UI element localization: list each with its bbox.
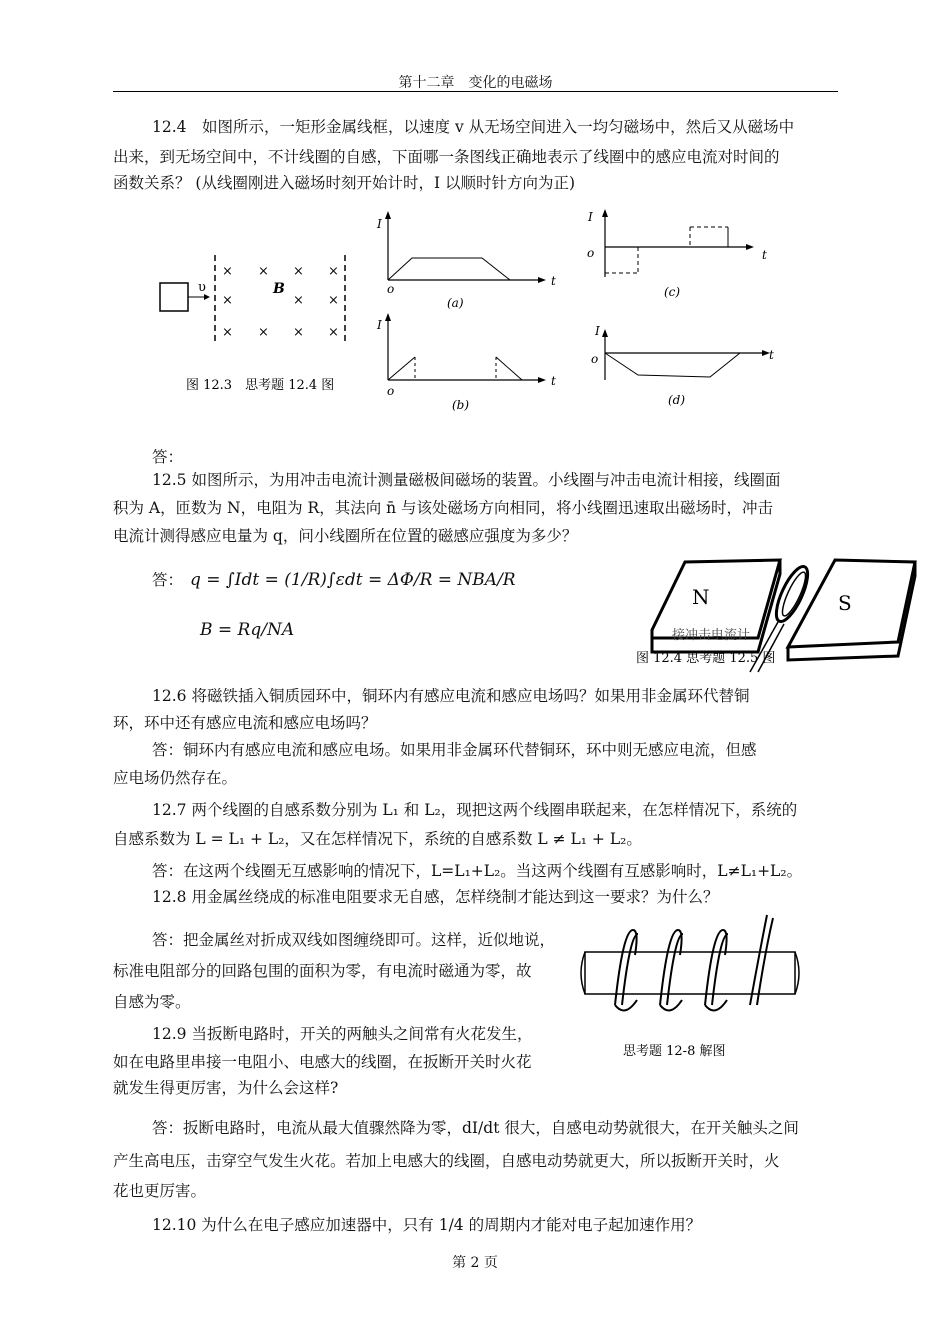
svg-text:t: t	[769, 348, 774, 362]
svg-text:o: o	[387, 384, 395, 398]
q12-4-line3: 函数关系？ (从线圈刚进入磁场时刻开始计时，I 以顺时针方向为正)	[113, 174, 576, 192]
graph-b	[376, 313, 556, 412]
svg-text:×: ×	[328, 325, 339, 340]
svg-text:o: o	[387, 282, 395, 296]
pole-n-label: N	[692, 585, 710, 609]
svg-text:×: ×	[222, 264, 233, 279]
page-number: 第 2 页	[452, 1255, 498, 1271]
q12-9-answer-2: 产生高电压，击穿空气发生火花。若加上电感大的线圈，自感电动势就更大，所以扳断开关时，火	[113, 1152, 780, 1170]
svg-text:t: t	[551, 274, 556, 288]
q12-7-line1: 12.7 两个线圈的自感系数分别为 L₁ 和 L₂，现把这两个线圈串联起来，在怎样情况下，系统的	[152, 801, 798, 819]
label-b: (b)	[452, 398, 470, 412]
svg-text:×: ×	[293, 293, 304, 308]
svg-text:t: t	[551, 374, 556, 388]
svg-text:I: I	[588, 210, 593, 224]
q12-9-answer-3: 花也更厉害。	[113, 1182, 207, 1200]
page-header: 第十二章 变化的电磁场	[398, 75, 553, 91]
svg-text:×: ×	[328, 264, 339, 279]
galvanometer-label: 接冲击电流计	[672, 628, 751, 643]
q12-6-answer-1: 答：铜环内有感应电流和感应电场。如果用非金属环代替铜环，环中则无感应电流，但感	[152, 741, 757, 759]
q12-8-line1: 12.8 用金属丝绕成的标准电阻要求无自感，怎样绕制才能达到这一要求？为什么？	[152, 888, 719, 906]
pole-s-label: S	[838, 591, 852, 615]
q12-7-answer: 答：在这两个线圈无互感影响的情况下，L=L₁+L₂。当这两个线圈有互感影响时，L≠L₁+L₂。	[152, 862, 803, 880]
svg-text:×: ×	[293, 325, 304, 340]
figure-12-3	[150, 205, 790, 420]
q12-6-line1: 12.6 将磁铁插入铜质园环中，铜环内有感应电流和感应电场吗？如果用非金属环代替铜	[152, 687, 750, 705]
graph-c	[587, 209, 767, 299]
figure-12-8	[575, 910, 825, 1065]
fig-12-4-caption: 图 12.4 思考题 12.5 图	[636, 651, 776, 666]
q12-8-answer-2: 标准电阻部分的回路包围的面积为零，有电流时磁通为零，故	[113, 962, 532, 980]
q12-5-line2: 积为 A，匝数为 N，电阻为 R，其法向 n̄ 与该处磁场方向相同，将小线圈迅速取出磁场时，冲击	[113, 499, 774, 517]
q12-5-line3: 电流计测得感应电量为 q，问小线圈所在位置的磁感应强度为多少？	[113, 527, 578, 545]
svg-text:×: ×	[222, 325, 233, 340]
label-a: (a)	[447, 296, 464, 310]
svg-text:×: ×	[258, 325, 269, 340]
q12-9-answer-1: 答：扳断电路时，电流从最大值骤然降为零，dI/dt 很大，自感电动势就很大，在开关触头之间	[152, 1119, 799, 1137]
svg-text:I: I	[377, 217, 382, 231]
svg-text:o: o	[587, 246, 595, 260]
metal-frame	[160, 283, 188, 311]
q12-6-answer-2: 应电场仍然存在。	[113, 769, 238, 787]
q12-5-equation-2: B = Rq/NA	[200, 620, 295, 640]
q12-4-line2: 出来，到无场空间中，不计线圈的自感，下面哪一条图线正确地表示了线圈中的感应电流对时间的	[113, 148, 780, 166]
svg-text:×: ×	[328, 293, 339, 308]
svg-text:×: ×	[258, 264, 269, 279]
q12-9-line1: 12.9 当扳断电路时，开关的两触头之间常有火花发生，	[152, 1025, 533, 1043]
velocity-label: υ	[198, 280, 206, 295]
q12-9-line3: 就发生得更厉害，为什么会这样?	[113, 1079, 339, 1097]
svg-text:×: ×	[293, 264, 304, 279]
field-label: B	[273, 281, 285, 297]
pole-n	[652, 560, 780, 638]
svg-text:×: ×	[222, 293, 233, 308]
figure-12-4	[630, 552, 920, 677]
q12-5-equation-1: q = ∫Idt = (1/R)∫εdt = ΔΦ/R = NBA/R	[190, 570, 516, 590]
label-d: (d)	[668, 393, 686, 407]
q12-4-answer: 答：	[152, 448, 184, 466]
svg-text:I: I	[377, 318, 382, 332]
q12-8-answer-1: 答：把金属丝对折成双线如图缠绕即可。这样，近似地说，	[152, 931, 556, 949]
fig-12-3-caption: 图 12.3 思考题 12.4 图	[186, 378, 335, 393]
header-rule	[113, 91, 838, 92]
label-c: (c)	[664, 285, 681, 299]
q12-10-line1: 12.10 为什么在电子感应加速器中，只有 1/4 的周期内才能对电子起加速作用？	[152, 1216, 702, 1234]
field-crosses	[222, 264, 339, 340]
q12-5-line1: 12.5 如图所示，为用冲击电流计测量磁极间磁场的装置。小线圈与冲击电流计相接，线圈面	[152, 471, 781, 489]
q12-4-line1: 12.4 如图所示，一矩形金属线框，以速度 v 从无场空间进入一均匀磁场中，然后又从磁场中	[152, 118, 795, 136]
fig-12-8-caption: 思考题 12-8 解图	[623, 1044, 726, 1059]
svg-text:t: t	[762, 248, 767, 262]
q12-8-answer-3: 自感为零。	[113, 993, 191, 1011]
graph-d	[591, 324, 774, 407]
q12-5-answer-prefix: 答：	[152, 571, 184, 589]
svg-text:I: I	[595, 324, 600, 338]
q12-9-line2: 如在电路里串接一电阻小、电感大的线圈，在扳断开关时火花	[113, 1053, 532, 1071]
q12-6-line2: 环，环中还有感应电流和感应电场吗？	[113, 714, 377, 732]
graph-a	[376, 211, 556, 310]
svg-text:o: o	[591, 352, 599, 366]
q12-7-line2: 自感系数为 L = L₁ + L₂，又在怎样情况下，系统的自感系数 L ≠ L₁ + L₂。	[113, 830, 642, 848]
